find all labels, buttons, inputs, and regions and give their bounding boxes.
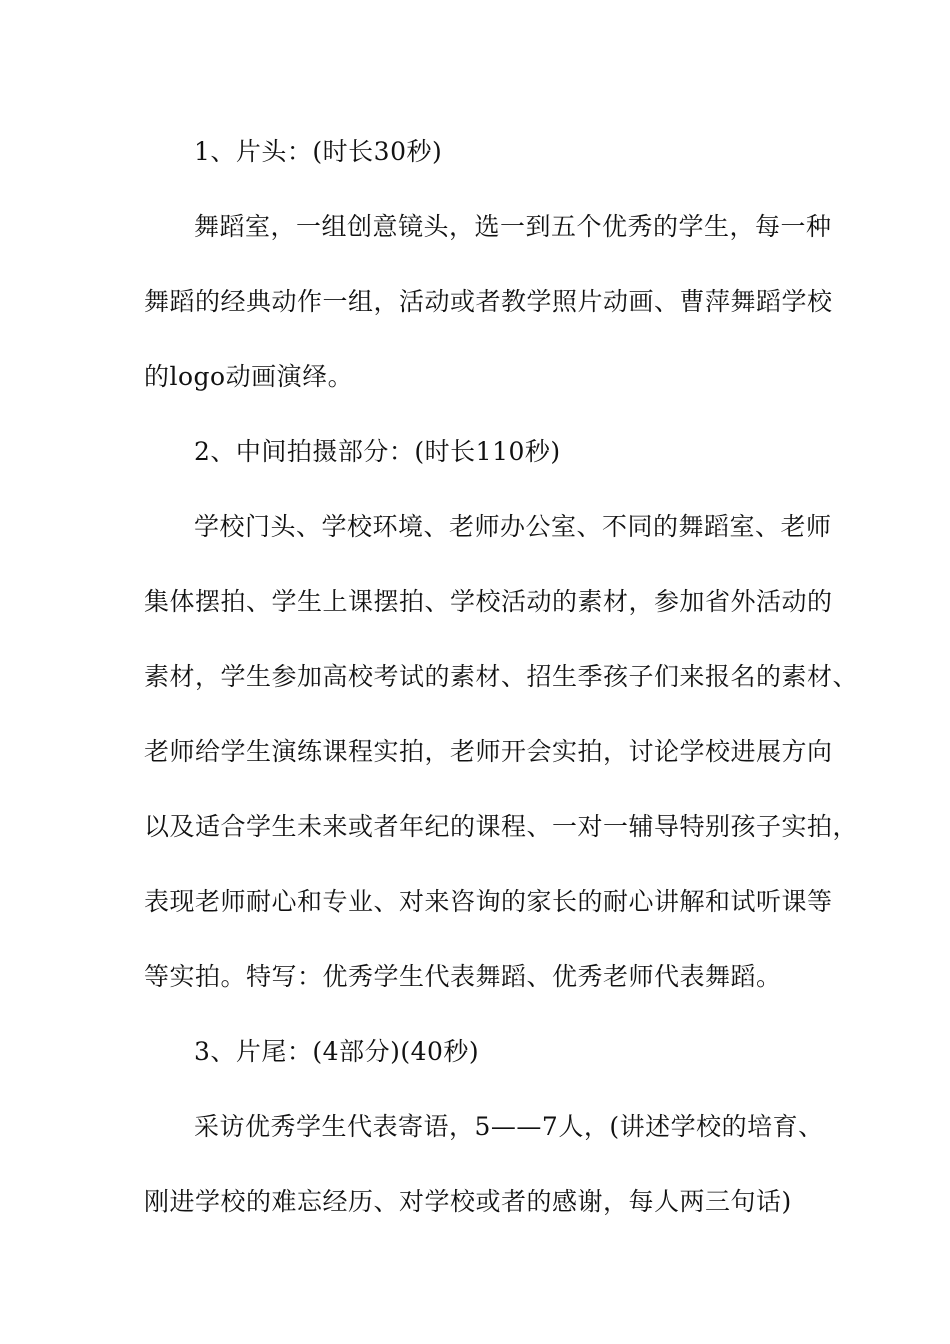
paragraph-line: 集体摆拍、学生上课摆拍、学校活动的素材，参加省外活动的: [144, 587, 833, 616]
paragraph-line: 表现老师耐心和专业、对来咨询的家长的耐心讲解和试听课等: [144, 887, 833, 916]
paragraph-line: 老师给学生演练课程实拍，老师开会实拍，讨论学校进展方向: [144, 737, 833, 766]
section-heading-ending: 3、片尾：(4部分)(40秒): [194, 1037, 480, 1066]
paragraph-line: 舞蹈室，一组创意镜头，选一到五个优秀的学生，每一种: [194, 212, 832, 241]
paragraph-line: 的logo动画演绎。: [144, 362, 354, 391]
section-heading-middle: 2、中间拍摄部分：(时长110秒): [194, 437, 561, 466]
paragraph-line: 舞蹈的经典动作一组，活动或者教学照片动画、曹萍舞蹈学校: [144, 287, 833, 316]
paragraph-line: 学校门头、学校环境、老师办公室、不同的舞蹈室、老师: [194, 512, 832, 541]
paragraph-line: 素材，学生参加高校考试的素材、招生季孩子们来报名的素材、: [144, 662, 859, 691]
paragraph-line: 采访优秀学生代表寄语，5——7人，(讲述学校的培育、: [194, 1112, 824, 1141]
section-heading-opening: 1、片头：(时长30秒): [194, 137, 443, 166]
paragraph-line: 等实拍。特写：优秀学生代表舞蹈、优秀老师代表舞蹈。: [144, 962, 782, 991]
paragraph-line: 刚进学校的难忘经历、对学校或者的感谢，每人两三句话): [144, 1187, 792, 1216]
paragraph-line: 以及适合学生未来或者年纪的课程、一对一辅导特别孩子实拍，: [144, 812, 859, 841]
